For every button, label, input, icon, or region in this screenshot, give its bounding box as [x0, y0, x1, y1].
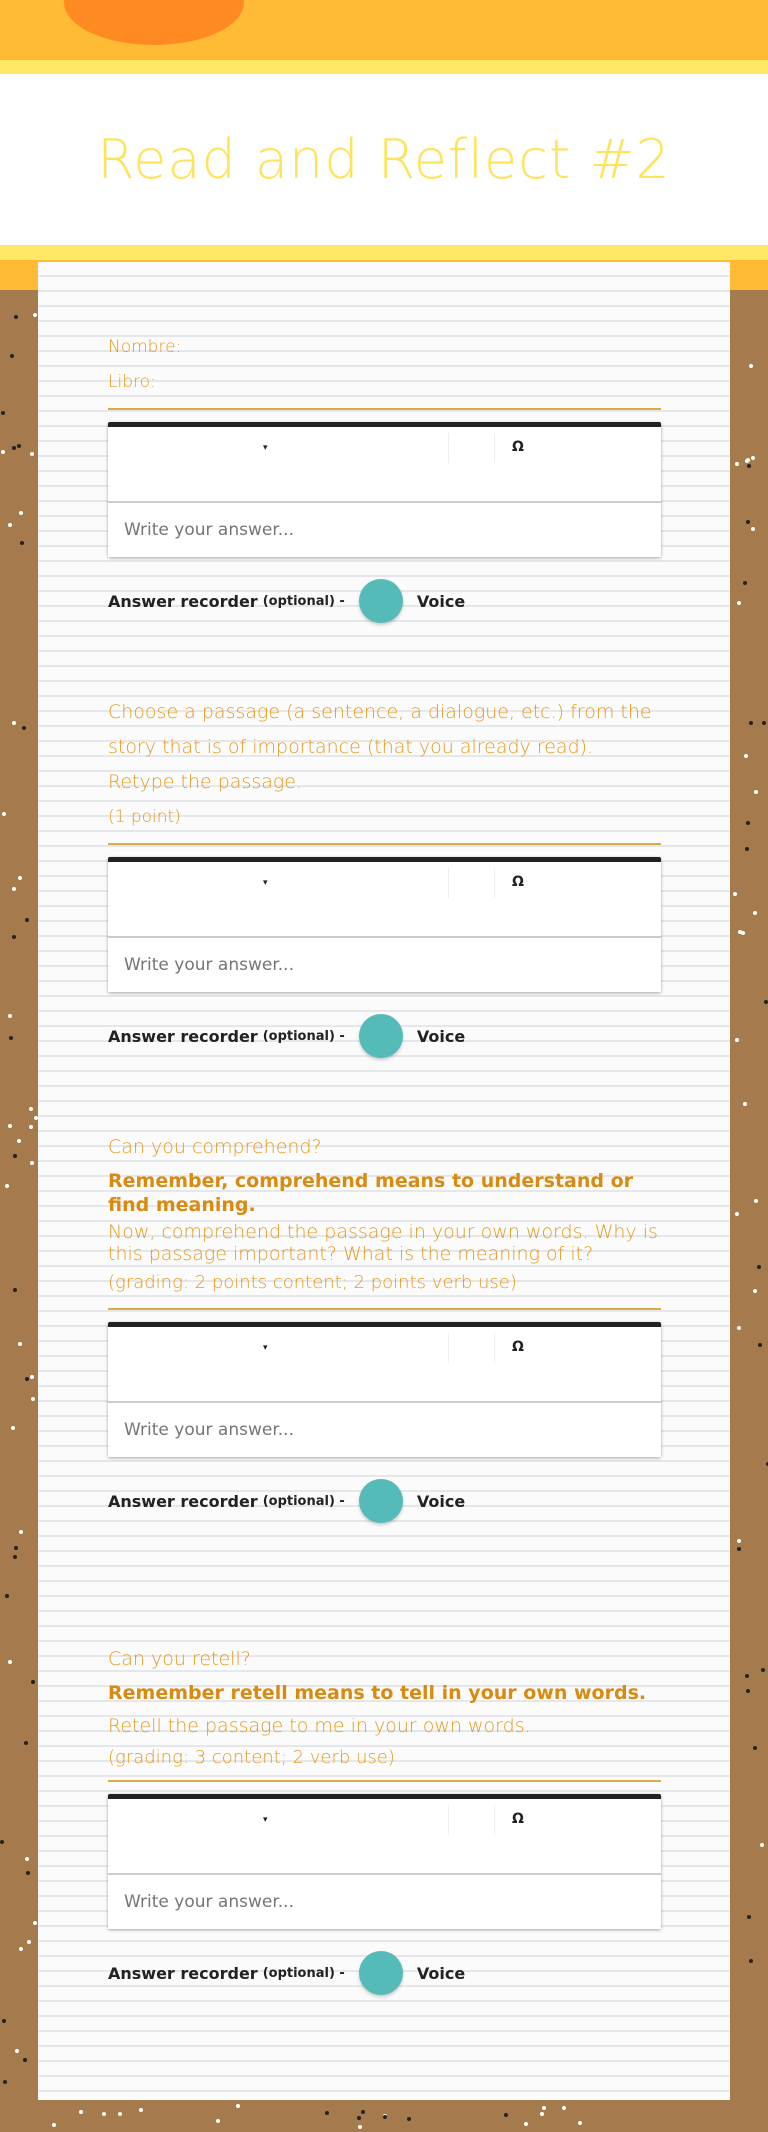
background-speck	[754, 1199, 758, 1203]
background-speck	[745, 1674, 749, 1678]
answer-recorder	[108, 1014, 661, 1058]
background-speck	[19, 1947, 23, 1951]
voice-label: Voice	[416, 591, 466, 611]
divider	[108, 1780, 661, 1782]
background-speck	[8, 1124, 12, 1128]
page-title: Read and Reflect #2	[97, 128, 671, 191]
recorder-optional: (optional) -	[262, 593, 345, 609]
dropdown-caret-icon[interactable]: ▾	[263, 878, 268, 888]
background-speck	[12, 721, 16, 725]
background-speck	[753, 1289, 757, 1293]
prompt-reminder: Remember retell means to tell in your own words.	[108, 1682, 647, 1704]
prompt-question: Can you retell?	[108, 1648, 251, 1670]
background-speck	[17, 444, 21, 448]
background-speck	[562, 2106, 566, 2110]
background-speck	[3, 2080, 7, 2084]
background-speck	[52, 2123, 56, 2127]
background-speck	[542, 2106, 546, 2110]
background-speck	[358, 2125, 362, 2129]
prompt-nombre: Nombre:	[108, 337, 182, 357]
background-speck	[12, 887, 16, 891]
background-speck	[747, 1915, 751, 1919]
prompt-points: (1 point)	[108, 807, 181, 827]
editor-toolbar	[108, 1799, 661, 1875]
background-speck	[19, 511, 23, 515]
answer-input[interactable]	[108, 938, 661, 992]
background-speck	[236, 2104, 240, 2108]
background-speck	[764, 1000, 768, 1004]
special-character-button[interactable]: Ω	[512, 1811, 524, 1827]
background-speck	[24, 1741, 28, 1745]
background-speck	[8, 1660, 12, 1664]
background-speck	[139, 2108, 143, 2112]
background-speck	[746, 520, 750, 524]
background-speck	[0, 1840, 4, 1844]
background-speck	[30, 1375, 34, 1379]
background-speck	[749, 721, 753, 725]
background-speck	[17, 1139, 21, 1143]
answer-editor	[108, 1322, 661, 1457]
divider	[108, 408, 661, 410]
background-speck	[735, 1038, 739, 1042]
background-speck	[737, 1539, 741, 1543]
prompt-grading: (grading: 3 content; 2 verb use)	[108, 1747, 395, 1768]
record-voice-button[interactable]	[359, 579, 403, 623]
special-character-button[interactable]: Ω	[512, 1339, 524, 1355]
background-speck	[754, 790, 758, 794]
answer-input[interactable]	[108, 1403, 661, 1457]
background-speck	[18, 876, 22, 880]
background-speck	[383, 2115, 387, 2119]
section-passage	[108, 695, 661, 1058]
voice-label: Voice	[416, 1026, 466, 1046]
divider	[108, 1308, 661, 1310]
background-speck	[758, 1343, 762, 1347]
background-speck	[746, 1689, 750, 1693]
prompt-reminder: Remember, comprehend means to understand or find meaning.	[108, 1170, 634, 1216]
background-speck	[540, 2112, 544, 2116]
prompt-question: Can you comprehend?	[108, 1136, 322, 1158]
background-speck	[11, 1426, 15, 1430]
background-speck	[361, 2110, 365, 2114]
background-speck	[31, 1397, 35, 1401]
section-name-book	[108, 330, 661, 623]
editor-toolbar	[108, 1327, 661, 1403]
background-speck	[747, 464, 751, 468]
background-speck	[753, 911, 757, 915]
section-retell	[108, 1642, 661, 1995]
background-speck	[102, 2112, 106, 2116]
background-speck	[407, 2117, 411, 2121]
background-speck	[12, 935, 16, 939]
background-speck	[15, 2049, 19, 2053]
background-speck	[743, 581, 747, 585]
recorder-label: Answer recorder	[108, 1963, 258, 1983]
background-speck	[25, 1377, 29, 1381]
background-speck	[5, 1184, 9, 1188]
background-speck	[23, 2058, 27, 2062]
background-speck	[19, 1530, 23, 1534]
background-speck	[741, 931, 745, 935]
prompt-text: Choose a passage (a sentence, a dialogue, etc.) from the story that is of importance (that you already read). Retype the passage.	[108, 701, 652, 793]
background-speck	[10, 354, 14, 358]
recorder-optional: (optional) -	[262, 1965, 345, 1981]
recorder-optional: (optional) -	[262, 1493, 345, 1509]
background-speck	[12, 446, 16, 450]
background-speck	[18, 1342, 22, 1346]
background-speck	[762, 721, 766, 725]
background-speck	[13, 1555, 17, 1559]
editor-toolbar	[108, 862, 661, 938]
background-speck	[29, 1125, 33, 1129]
prompt-text: Retell the passage to me in your own words.	[108, 1715, 531, 1737]
answer-recorder	[108, 1479, 661, 1523]
background-speck	[25, 1857, 29, 1861]
prompt-text: Now, comprehend the passage in your own words. Why is this passage important? What is the meaning of it?	[108, 1221, 658, 1265]
background-speck	[26, 1871, 30, 1875]
background-speck	[1, 450, 5, 454]
recorder-label: Answer recorder	[108, 1026, 258, 1046]
background-speck	[9, 1036, 13, 1040]
background-speck	[25, 918, 29, 922]
background-speck	[34, 1116, 38, 1120]
background-speck	[760, 1843, 764, 1847]
background-speck	[8, 523, 12, 527]
background-speck	[735, 462, 739, 466]
worksheet-card	[38, 262, 730, 2100]
divider	[108, 843, 661, 845]
sun-decoration	[64, 0, 244, 45]
background-speck	[761, 1668, 765, 1672]
dropdown-caret-icon[interactable]: ▾	[263, 443, 268, 453]
background-speck	[5, 1594, 9, 1598]
background-speck	[79, 2110, 83, 2114]
answer-input[interactable]	[108, 503, 661, 557]
background-speck	[578, 2121, 582, 2125]
background-speck	[30, 1161, 34, 1165]
background-speck	[13, 1154, 17, 1158]
background-speck	[737, 1326, 741, 1330]
voice-label: Voice	[416, 1491, 466, 1511]
background-speck	[27, 1940, 31, 1944]
background-speck	[751, 456, 755, 460]
header-stripe	[0, 245, 768, 260]
background-speck	[30, 452, 34, 456]
background-speck	[737, 1547, 741, 1551]
dropdown-caret-icon[interactable]: ▾	[263, 1815, 268, 1825]
answer-recorder	[108, 1951, 661, 1995]
record-voice-button[interactable]	[359, 1014, 403, 1058]
special-character-button[interactable]: Ω	[512, 439, 524, 455]
background-speck	[20, 541, 24, 545]
prompt-grading: (grading: 2 points content; 2 points verb use)	[108, 1272, 517, 1293]
background-speck	[2, 2019, 6, 2023]
background-speck	[22, 726, 26, 730]
editor-toolbar	[108, 427, 661, 503]
background-speck	[733, 892, 737, 896]
answer-editor	[108, 857, 661, 992]
background-speck	[31, 1680, 35, 1684]
background-speck	[749, 364, 753, 368]
background-speck	[735, 1212, 739, 1216]
recorder-optional: (optional) -	[262, 1028, 345, 1044]
answer-editor	[108, 422, 661, 557]
background-speck	[8, 1014, 12, 1018]
background-speck	[757, 1265, 761, 1269]
answer-recorder	[108, 579, 661, 623]
background-speck	[744, 754, 748, 758]
background-speck	[524, 2122, 528, 2126]
background-speck	[504, 2113, 508, 2117]
background-speck	[14, 1546, 18, 1550]
recorder-label: Answer recorder	[108, 1491, 258, 1511]
background-speck	[737, 601, 741, 605]
background-speck	[118, 2112, 122, 2116]
header-stripe	[0, 60, 768, 74]
background-speck	[743, 1102, 747, 1106]
background-speck	[749, 1959, 753, 1963]
background-speck	[745, 847, 749, 851]
background-speck	[216, 2119, 220, 2123]
recorder-label: Answer recorder	[108, 591, 258, 611]
background-speck	[33, 1921, 37, 1925]
background-speck	[746, 821, 750, 825]
background-speck	[33, 313, 37, 317]
background-speck	[751, 527, 755, 531]
background-speck	[2, 812, 6, 816]
background-speck	[14, 315, 18, 319]
background-speck	[753, 1746, 757, 1750]
section-comprehend	[108, 1130, 661, 1523]
background-speck	[745, 459, 749, 463]
background-speck	[357, 2116, 361, 2120]
title-banner	[0, 74, 768, 245]
background-speck	[29, 1107, 33, 1111]
background-speck	[13, 1288, 17, 1292]
special-character-button[interactable]: Ω	[512, 874, 524, 890]
record-voice-button[interactable]	[359, 1951, 403, 1995]
background-speck	[325, 2111, 329, 2115]
prompt-libro: Libro:	[108, 372, 156, 392]
dropdown-caret-icon[interactable]: ▾	[263, 1343, 268, 1353]
answer-input[interactable]	[108, 1875, 661, 1929]
record-voice-button[interactable]	[359, 1479, 403, 1523]
voice-label: Voice	[416, 1963, 466, 1983]
background-speck	[1, 411, 5, 415]
answer-editor	[108, 1794, 661, 1929]
